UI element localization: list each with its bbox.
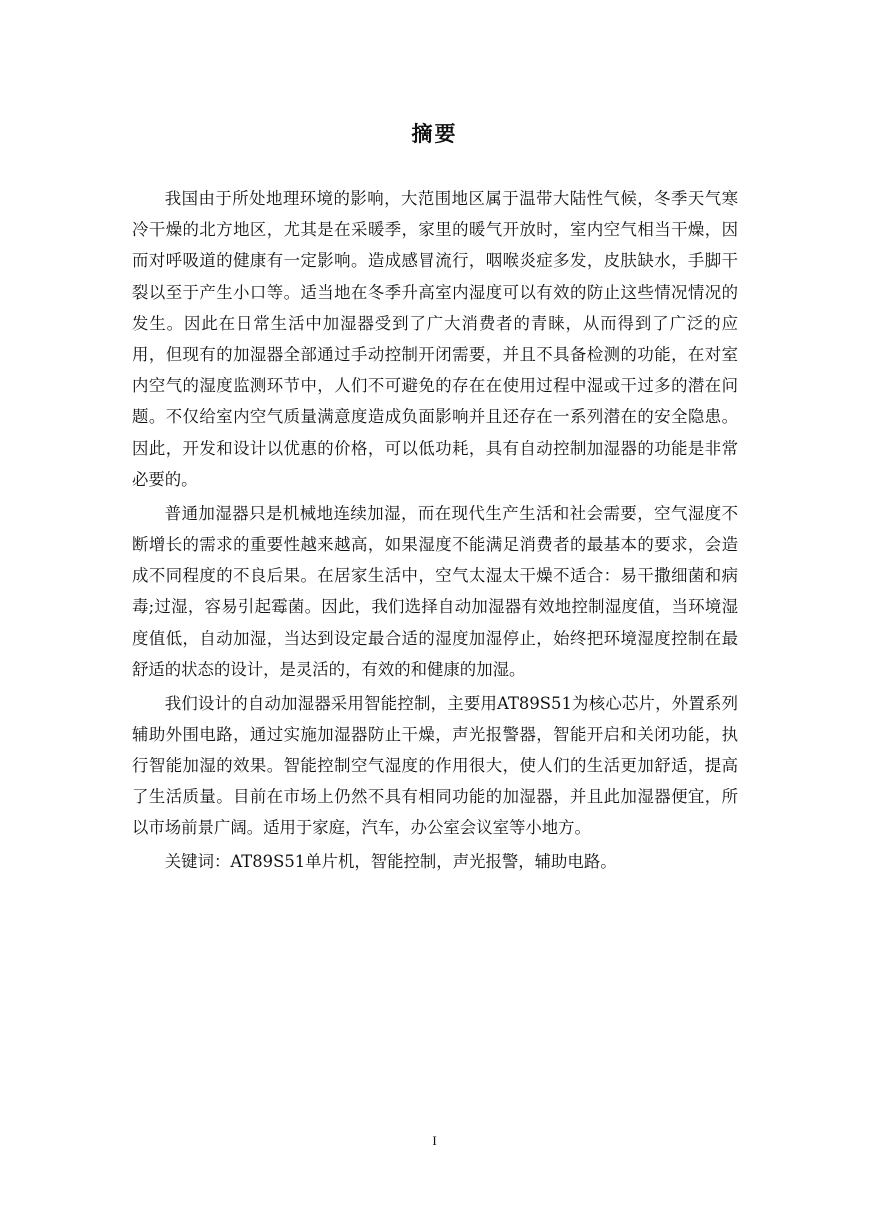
page-number: I — [432, 1133, 437, 1148]
abstract-paragraph-2: 普通加湿器只是机械地连续加湿，而在现代生产生活和社会需要，空气湿度不断增长的需求的重要性越来越高，如果湿度不能满足消费者的最基本的要求，会造成不同程度的不良后果。在居家生活中，空气太湿太干燥不适合：易干撒细菌和病毒;过湿，容易引起霉菌。因此，我们选择自动加湿器有效地控制湿度值，当环境湿度值低，自动加湿，当达到设定最合适的湿度加湿停止，始终把环境湿度控制在最舒适的状态的设计，是灵活的，有效的和健康的加湿。 — [132, 503, 738, 679]
keywords-label: 关键词： — [164, 852, 231, 872]
page-title: 摘要 — [411, 121, 458, 146]
keywords-line — [132, 846, 738, 877]
keywords-list: AT89S51单片机，智能控制，声光报警，辅助电路。 — [230, 852, 617, 872]
abstract-paragraph-3: 我们设计的自动加湿器采用智能控制，主要用AT89S51为核心芯片，外置系列辅助外围电路，通过实施加湿器防止干燥，声光报警器，智能开启和关闭功能，执行智能加湿的效果。智能控制空气湿度的作用很大，使人们的生活更加舒适，提高了生活质量。目前在市场上仍然不具有相同功能的加湿器，并且此加湿器便宜，所以市场前景广阔。适用于家庭，汽车，办公室会议室等小地方。 — [132, 693, 738, 838]
abstract-paragraph-1: 我国由于所处地理环境的影响，大范围地区属于温带大陆性气候，冬季天气寒冷干燥的北方地区，尤其是在采暖季，家里的暖气开放时，室内空气相当干燥，因而对呼吸道的健康有一定影响。造成感冒流行，咽喉炎症多发，皮肤缺水，手脚干裂以至于产生小口等。适当地在冬季升高室内湿度可以有效的防止这些情况情况的发生。因此在日常生活中加湿器受到了广大消费者的青睐，从而得到了广泛的应用，但现有的加湿器全部通过手动控制开闭需要，并且不具备检测的功能，在对室内空气的湿度监测环节中，人们不可避免的存在在使用过程中湿或干过多的潜在问题。不仅给室内空气质量满意度造成负面影响并且还存在一系列潜在的安全隐患。因此，开发和设计以优惠的价格，可以低功耗，具有自动控制加湿器的功能是非常必要的。 — [132, 189, 738, 489]
abstract-body — [132, 183, 738, 878]
